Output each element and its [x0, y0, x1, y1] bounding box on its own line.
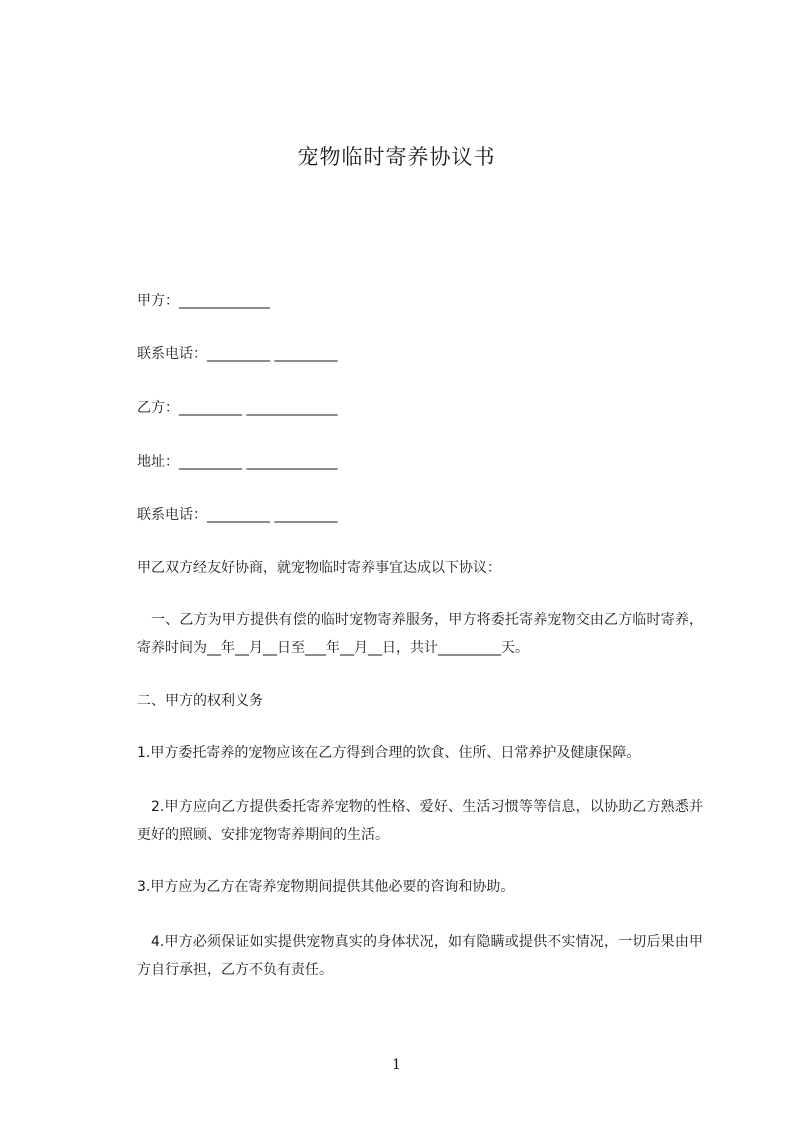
clause-1: 一、乙方为甲方提供有偿的临时宠物寄养服务，甲方将委托寄养宠物交由乙方临时寄养，寄养时间为__年__月__日至___年__月__日，共计_________天。 [137, 612, 703, 656]
party-a-phone-line: 联系电话：_________ _________ [137, 346, 338, 362]
item-4: 4.甲方必须保证如实提供宠物真实的身体状况，如有隐瞒或提供不实情况，一切后果由甲方自行承担，乙方不负有责任。 [137, 934, 703, 978]
party-b-phone-line: 联系电话：_________ _________ [137, 507, 338, 523]
address-line: 地址：_________ _____________ [137, 454, 338, 470]
clause-2-heading: 二、甲方的权利义务 [137, 693, 263, 709]
page-number: 1 [392, 1057, 401, 1073]
item-1: 1.甲方委托寄养的宠物应该在乙方得到合理的饮食、住所、日常养护及健康保障。 [137, 745, 641, 761]
party-b-line: 乙方：_________ _____________ [137, 400, 338, 416]
item-3: 3.甲方应为乙方在寄养宠物期间提供其他必要的咨询和协助。 [137, 879, 515, 895]
party-a-line: 甲方：_____________ [137, 293, 270, 309]
item-2: 2.甲方应向乙方提供委托寄养宠物的性格、爱好、生活习惯等等信息，以协助乙方熟悉并更好的照顾、安排宠物寄养期间的生活。 [137, 799, 703, 843]
intro-paragraph: 甲乙双方经友好协商，就宠物临时寄养事宜达成以下协议： [137, 560, 501, 576]
document-title: 宠物临时寄养协议书 [297, 145, 496, 169]
